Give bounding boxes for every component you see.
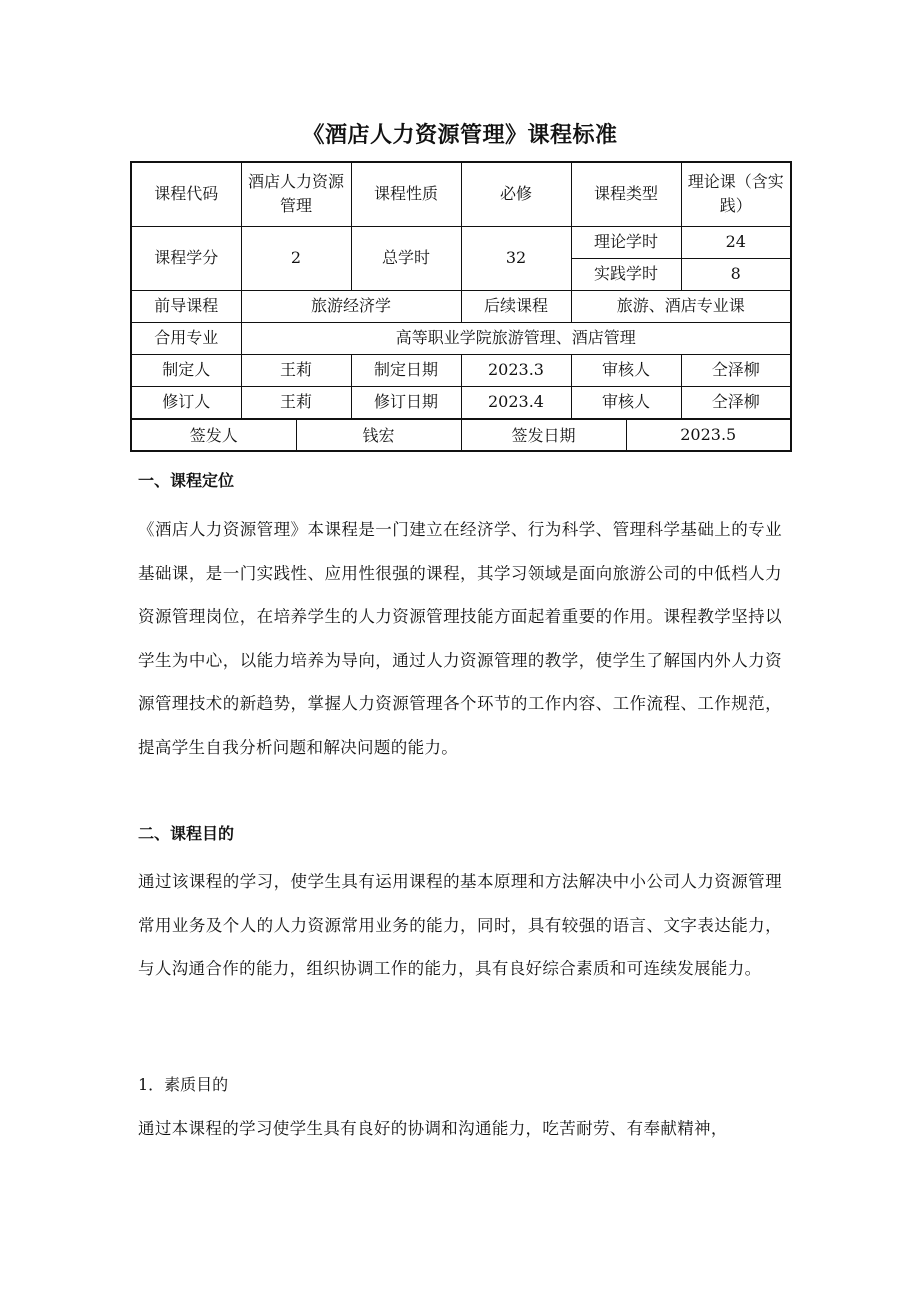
issue-date-value: 2023.5 (626, 419, 791, 451)
revise-date-value: 2023.4 (461, 386, 571, 419)
course-credit-label: 课程学分 (131, 226, 241, 290)
reviser-value: 王莉 (241, 386, 351, 419)
make-date-label: 制定日期 (351, 354, 461, 386)
section-body-objective: 通过该课程的学习，使学生具有运用课程的基本原理和方法解决中小公司人力资源管理常用业务及个人的人力资源常用业务的能力，同时，具有较强的语言、文字表达能力，与人沟通合作的能力，组织协调工作的能力，具有良好综合素质和可连续发展能力。 (138, 872, 782, 978)
revise-date-label: 修订日期 (351, 386, 461, 419)
practice-hours-value: 8 (681, 258, 791, 290)
subsection-body-quality: 通过本课程的学习使学生具有良好的协调和沟通能力，吃苦耐劳、有奉献精神， (138, 1119, 728, 1138)
prerequisite-label: 前导课程 (131, 290, 241, 322)
theory-hours-label: 理论学时 (571, 226, 681, 258)
applicable-major-value: 高等职业学院旅游管理、酒店管理 (241, 322, 791, 354)
make-date-value: 2023.3 (461, 354, 571, 386)
maker-value: 王莉 (241, 354, 351, 386)
course-code-value: 酒店人力资源管理 (241, 162, 351, 226)
follow-up-value: 旅游、酒店专业课 (571, 290, 791, 322)
course-type-label: 课程类型 (571, 162, 681, 226)
issue-date-label: 签发日期 (461, 419, 626, 451)
section-heading-positioning: 一、课程定位 (138, 471, 235, 490)
practice-hours-label: 实践学时 (571, 258, 681, 290)
maker-label: 制定人 (131, 354, 241, 386)
course-credit-value: 2 (241, 226, 351, 290)
course-nature-label: 课程性质 (351, 162, 461, 226)
reviewer-label: 审核人 (571, 386, 681, 419)
follow-up-label: 后续课程 (461, 290, 571, 322)
theory-hours-value: 24 (681, 226, 791, 258)
section-body-positioning: 《酒店人力资源管理》本课程是一门建立在经济学、行为科学、管理科学基础上的专业基础课，是一门实践性、应用性很强的课程，其学习领域是面向旅游公司的中低档人力资源管理岗位，在培养学生的人力资源管理技能方面起着重要的作用。课程教学坚持以学生为中心，以能力培养为导向，通过人力资源管理的教学，使学生了解国内外人力资源管理技术的新趋势，掌握人力资源管理各个环节的工作内容、工作流程、工作规范，提高学生自我分析问题和解决问题的能力。 (138, 520, 782, 757)
applicable-major-label: 合用专业 (131, 322, 241, 354)
issue-info-table (130, 419, 792, 452)
issuer-label: 签发人 (131, 419, 296, 451)
reviewer-value: 仝泽柳 (681, 354, 791, 386)
course-nature-value: 必修 (461, 162, 571, 226)
course-type-value: 理论课（含实践） (681, 162, 791, 226)
total-hours-label: 总学时 (351, 226, 461, 290)
reviser-label: 修订人 (131, 386, 241, 419)
total-hours-value: 32 (461, 226, 571, 290)
issuer-value: 钱宏 (296, 419, 461, 451)
course-info-table (130, 161, 792, 420)
subsection-heading-quality: 1．素质目的 (138, 1075, 229, 1094)
reviewer-value: 仝泽柳 (681, 386, 791, 419)
document-title: 《酒店人力资源管理》课程标准 (302, 123, 618, 148)
reviewer-label: 审核人 (571, 354, 681, 386)
section-heading-objective: 二、课程目的 (138, 824, 235, 843)
course-code-label: 课程代码 (131, 162, 241, 226)
prerequisite-value: 旅游经济学 (241, 290, 461, 322)
